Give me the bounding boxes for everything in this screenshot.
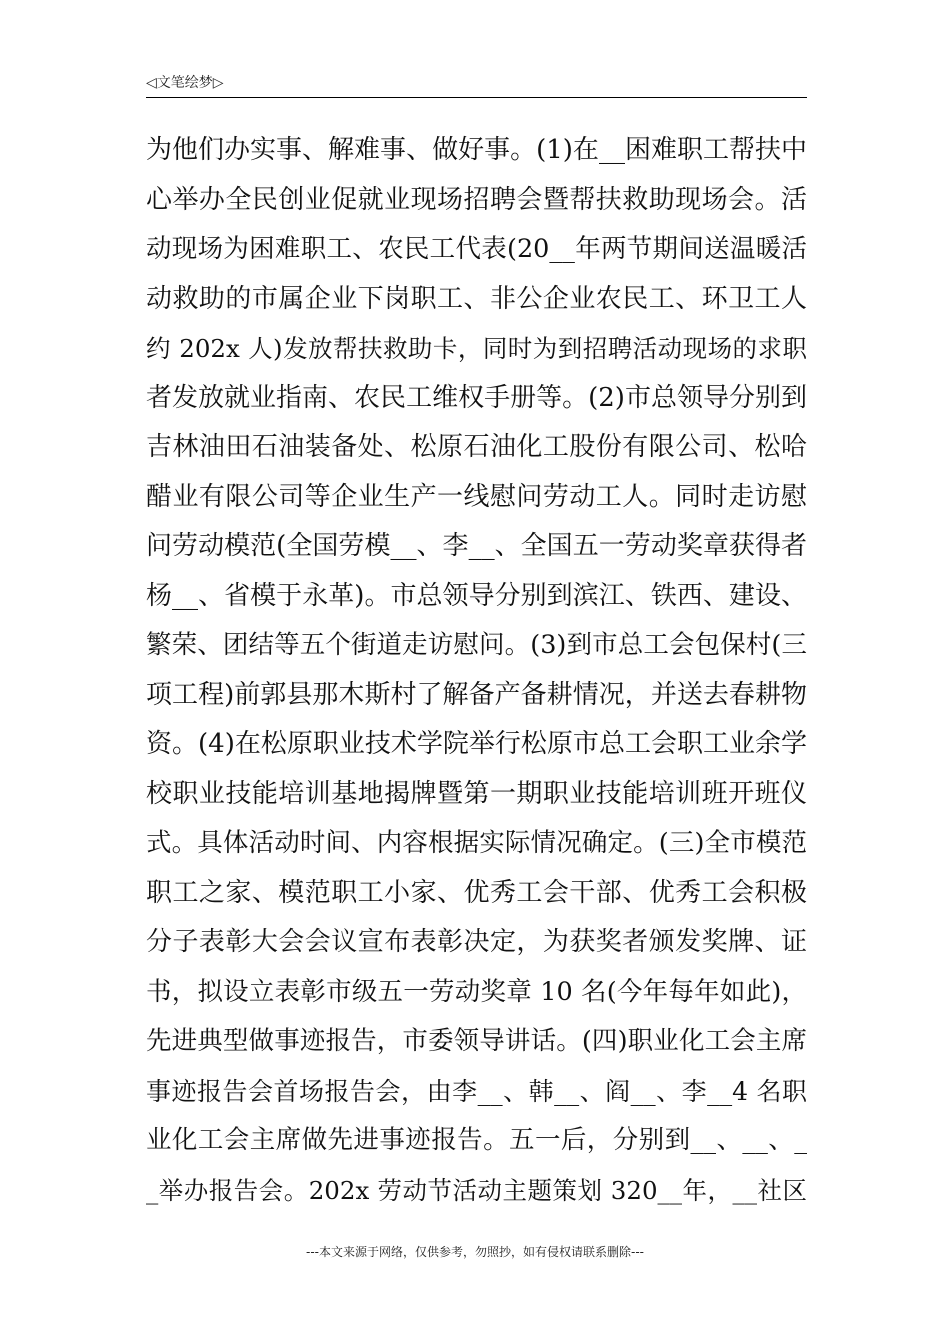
paragraph-line: 杨__、省模于永革)。市总领导分别到滨江、铁西、建设、 — [146, 580, 807, 611]
paragraph-line: 繁荣、团结等五个街道走访慰问。(3)到市总工会包保村(三 — [146, 630, 807, 660]
paragraph-line: 分子表彰大会会议宣布表彰决定，为获奖者颁发奖牌、证 — [146, 927, 807, 957]
paragraph-line: 校职业技能培训基地揭牌暨第一期职业技能培训班开班仪 — [146, 778, 807, 809]
paragraph-line: 动现场为困难职工、农民工代表(20__年两节期间送温暖活 — [146, 234, 807, 264]
paragraph-line: 式。具体活动时间、内容根据实际情况确定。(三)全市模范 — [146, 828, 807, 858]
paragraph-line: 问劳动模范(全国劳模__、李__、全国五一劳动奖章获得者 — [146, 531, 807, 561]
header-rule — [146, 97, 807, 98]
paragraph-line: 为他们办实事、解难事、做好事。(1)在__困难职工帮扶中 — [146, 135, 807, 165]
paragraph-line: 资。(4)在松原职业技术学院举行松原市总工会职工业余学 — [146, 729, 807, 759]
document-body — [146, 126, 807, 1215]
paragraph-line: 业化工会主席做先进事迹报告。五一后，分别到__、__、_ — [146, 1125, 807, 1155]
paragraph-line: 醋业有限公司等企业生产一线慰问劳动工人。同时走访慰 — [146, 481, 807, 512]
paragraph-line: 约 202x 人)发放帮扶救助卡，同时为到招聘活动现场的求职 — [146, 334, 807, 363]
paragraph-line: _举办报告会。202x 劳动节活动主题策划 320__年，__社区 — [146, 1175, 807, 1205]
paragraph-line: 事迹报告会首场报告会，由李__、韩__、阎__、李__4 名职 — [146, 1076, 807, 1106]
paragraph-line: 者发放就业指南、农民工维权手册等。(2)市总领导分别到 — [146, 382, 807, 413]
paragraph-line: 心举办全民创业促就业现场招聘会暨帮扶救助现场会。活 — [146, 184, 807, 215]
paragraph-line: 项工程)前郭县那木斯村了解备产备耕情况，并送去春耕物 — [146, 679, 807, 710]
paragraph-line: 吉林油田石油装备处、松原石油化工股份有限公司、松哈 — [146, 432, 807, 462]
paragraph-line: 先进典型做事迹报告，市委领导讲话。(四)职业化工会主席 — [146, 1026, 807, 1056]
paragraph-line: 职工之家、模范职工小家、优秀工会干部、优秀工会积极 — [146, 877, 807, 908]
paragraph-line: 动救助的市属企业下岗职工、非公企业农民工、环卫工人 — [146, 283, 807, 314]
footer-disclaimer: ---本文来源于网络，仅供参考，勿照抄，如有侵权请联系删除--- — [306, 1245, 644, 1259]
paragraph-line: 书，拟设立表彰市级五一劳动奖章 10 名(今年每年如此)， — [146, 976, 807, 1007]
header-title: ◁文笔绘梦▷ — [146, 75, 224, 91]
